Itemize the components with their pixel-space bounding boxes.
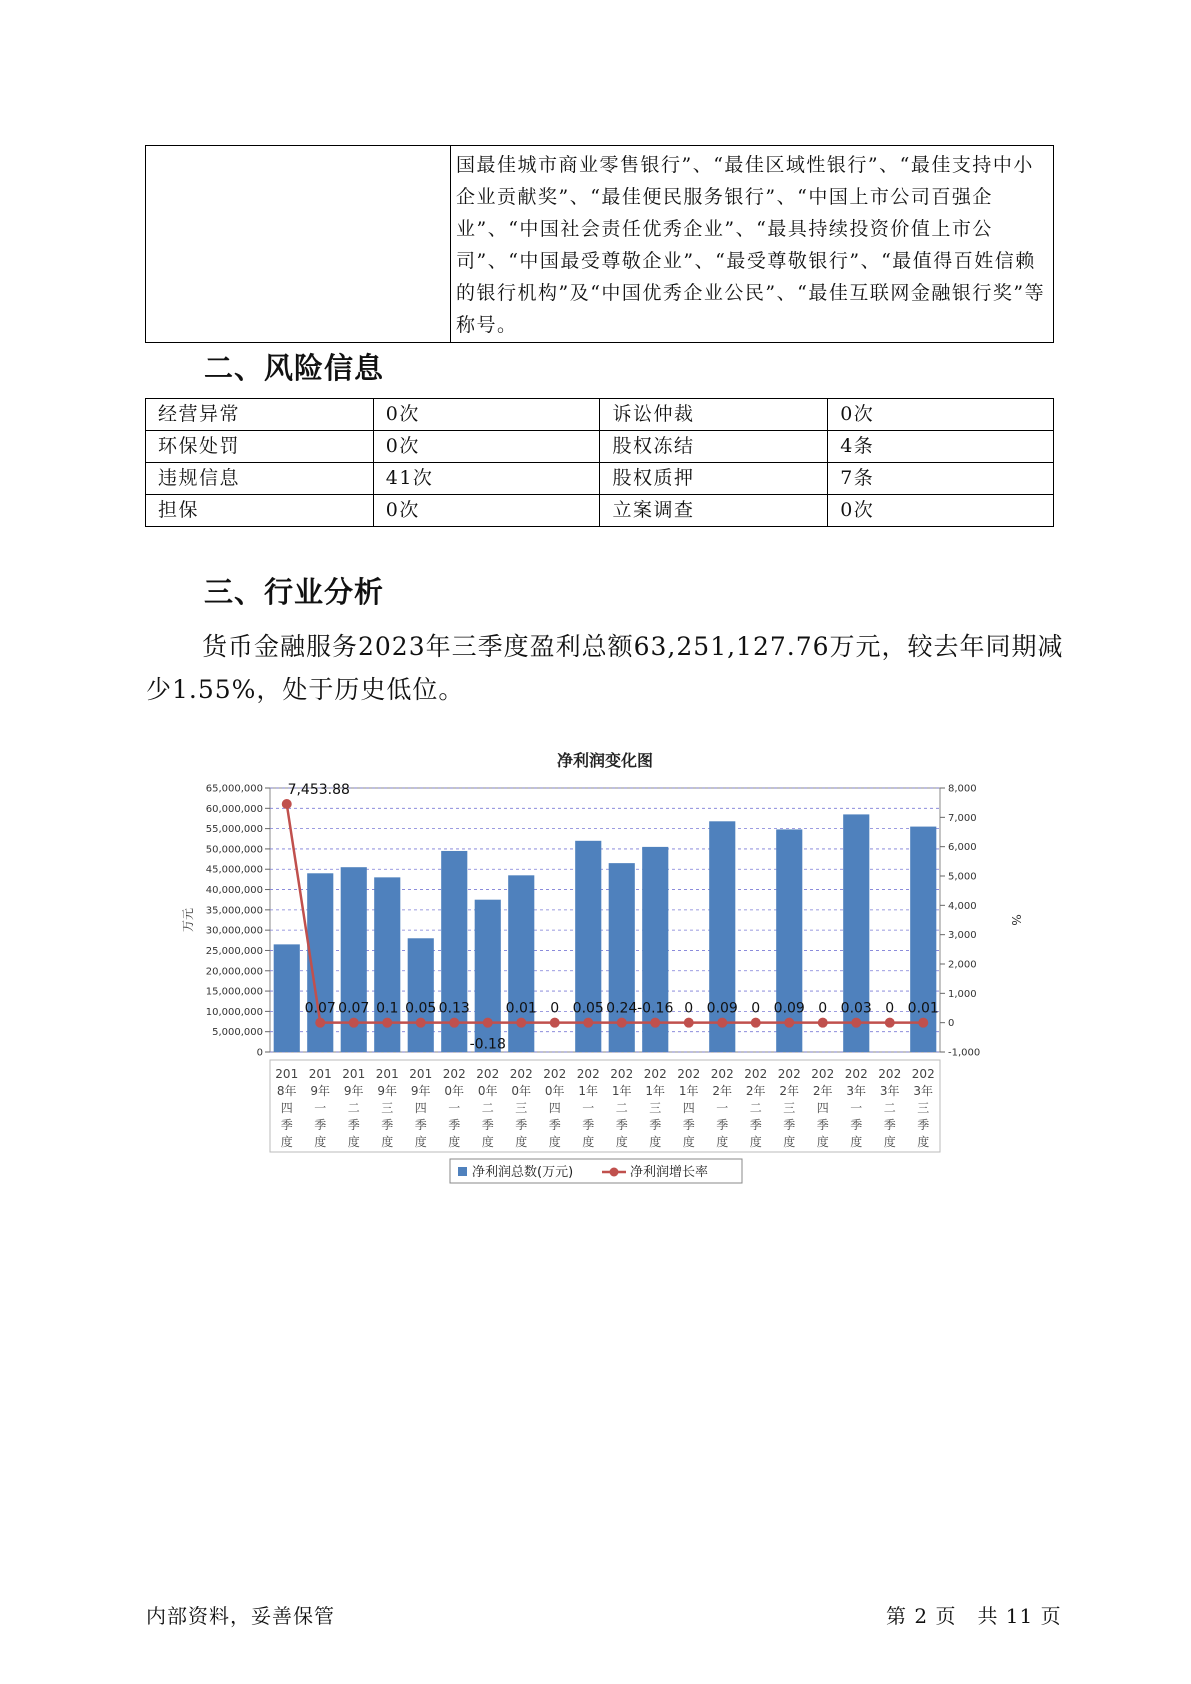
x-tick-label: 202 2年四季度 xyxy=(811,1067,835,1149)
growth-point xyxy=(382,1018,392,1028)
growth-data-label: -0.18 xyxy=(469,1036,506,1053)
y-tick-label: 15,000,000 xyxy=(205,986,263,998)
growth-point xyxy=(583,1018,593,1028)
x-tick-label: 202 1年一季度 xyxy=(576,1067,600,1149)
legend-line-marker xyxy=(610,1168,619,1177)
legend-line-label: 净利润增长率 xyxy=(630,1165,709,1180)
risk-label: 经营异常 xyxy=(146,399,374,431)
bar xyxy=(274,944,300,1052)
risk-value: 41次 xyxy=(373,463,600,495)
x-tick-label: 202 0年一季度 xyxy=(442,1067,466,1149)
x-tick-label: 201 9年三季度 xyxy=(375,1067,399,1149)
x-tick-label: 202 3年一季度 xyxy=(844,1067,868,1149)
risk-label: 担保 xyxy=(146,495,374,527)
growth-point xyxy=(918,1018,928,1028)
risk-value: 0次 xyxy=(373,495,600,527)
y-tick-label: 60,000,000 xyxy=(205,803,263,815)
y-tick-label: 5,000,000 xyxy=(212,1027,263,1039)
x-tick-label: 202 0年三季度 xyxy=(509,1067,533,1149)
growth-data-label: 0 xyxy=(550,1000,560,1017)
growth-data-label: 0.03 xyxy=(840,1000,872,1017)
x-tick-label: 202 2年一季度 xyxy=(710,1067,734,1149)
growth-point xyxy=(650,1018,660,1028)
growth-data-label: 0 xyxy=(818,1000,828,1017)
x-tick-label: 202 1年四季度 xyxy=(677,1067,701,1149)
growth-point xyxy=(617,1018,627,1028)
y2-tick-label: 4,000 xyxy=(948,900,977,912)
risk-value: 0次 xyxy=(828,495,1054,527)
x-tick-label: 202 1年二季度 xyxy=(610,1067,634,1149)
y-tick-label: 25,000,000 xyxy=(205,945,263,957)
risk-value: 0次 xyxy=(373,399,600,431)
x-tick-label: 201 9年二季度 xyxy=(342,1067,366,1149)
plot-area xyxy=(270,788,940,1052)
growth-point xyxy=(751,1018,761,1028)
bar xyxy=(709,821,735,1052)
growth-data-label: 0.09 xyxy=(706,1000,738,1017)
x-tick-label: 201 9年四季度 xyxy=(409,1067,433,1149)
growth-data-label: 0.05 xyxy=(572,1000,604,1017)
section-title-industry: 三、行业分析 xyxy=(204,575,385,609)
footer-page-number: 第 2 页 共 11 页 xyxy=(886,1604,1062,1628)
y2-tick-label: 5,000 xyxy=(948,871,977,883)
risk-value: 0次 xyxy=(373,431,600,463)
risk-label: 股权冻结 xyxy=(600,431,828,463)
growth-point xyxy=(282,799,292,809)
x-tick-label: 202 0年二季度 xyxy=(476,1067,500,1149)
growth-point xyxy=(717,1018,727,1028)
risk-row xyxy=(146,399,1054,431)
y-tick-label: 20,000,000 xyxy=(205,966,263,978)
growth-point xyxy=(516,1018,526,1028)
bar xyxy=(408,938,434,1052)
y2-tick-label: 2,000 xyxy=(948,959,977,971)
x-tick-label: 202 0年四季度 xyxy=(543,1067,567,1149)
y-axis-label: 万元 xyxy=(181,907,195,933)
growth-point xyxy=(818,1018,828,1028)
y-tick-label: 10,000,000 xyxy=(205,1006,263,1018)
y2-tick-label: 0 xyxy=(948,1018,955,1030)
growth-point xyxy=(885,1018,895,1028)
y-tick-label: 65,000,000 xyxy=(205,783,263,795)
y-tick-label: 55,000,000 xyxy=(205,824,263,836)
y-tick-label: 50,000,000 xyxy=(205,844,263,856)
y2-axis-label: % xyxy=(1009,914,1023,926)
risk-label: 立案调查 xyxy=(600,495,828,527)
risk-row xyxy=(146,495,1054,527)
x-tick-label: 202 1年三季度 xyxy=(643,1067,667,1149)
growth-data-label: -0.16 xyxy=(637,1000,674,1017)
footer-confidential: 内部资料，妥善保管 xyxy=(146,1604,335,1628)
risk-value: 7条 xyxy=(828,463,1054,495)
growth-data-label: 0.01 xyxy=(505,1000,537,1017)
y-tick-label: 40,000,000 xyxy=(205,885,263,897)
awards-table xyxy=(145,145,1054,343)
growth-data-label: 0.07 xyxy=(338,1000,370,1017)
y2-tick-label: 7,000 xyxy=(948,812,977,824)
bar xyxy=(475,900,501,1052)
risk-label: 股权质押 xyxy=(600,463,828,495)
y2-tick-label: -1,000 xyxy=(948,1047,981,1059)
legend-bar-swatch xyxy=(458,1167,467,1176)
x-tick-label: 201 9年一季度 xyxy=(308,1067,332,1149)
legend-bar-label: 净利润总数(万元) xyxy=(472,1165,574,1180)
growth-point xyxy=(483,1018,493,1028)
chart-title: 净利润变化图 xyxy=(556,751,654,770)
y2-tick-label: 6,000 xyxy=(948,842,977,854)
y-tick-label: 30,000,000 xyxy=(205,925,263,937)
y2-tick-label: 1,000 xyxy=(948,988,977,1000)
y2-tick-label: 3,000 xyxy=(948,930,977,942)
y-tick-label: 35,000,000 xyxy=(205,905,263,917)
industry-paragraph: 货币金融服务2023年三季度盈利总额63,251,127.76万元，较去年同期减少1.55%，处于历史低位。 xyxy=(146,632,1064,704)
growth-data-label: 0.13 xyxy=(438,1000,470,1017)
growth-data-label: 0.07 xyxy=(304,1000,336,1017)
x-tick-label: 202 3年二季度 xyxy=(878,1067,902,1149)
net-profit-chart xyxy=(170,740,1040,1210)
risk-row xyxy=(146,431,1054,463)
x-label-box xyxy=(270,1060,940,1152)
growth-point xyxy=(416,1018,426,1028)
y-tick-label: 45,000,000 xyxy=(205,864,263,876)
y2-tick-label: 8,000 xyxy=(948,783,977,795)
growth-data-label: 0 xyxy=(684,1000,694,1017)
x-tick-label: 202 3年三季度 xyxy=(911,1067,935,1149)
risk-label: 诉讼仲裁 xyxy=(600,399,828,431)
risk-label: 违规信息 xyxy=(146,463,374,495)
growth-point xyxy=(550,1018,560,1028)
x-tick-label: 202 2年三季度 xyxy=(777,1067,801,1149)
awards-text: 国最佳城市商业零售银行”、“最佳区域性银行”、“最佳支持中小企业贡献奖”、“最佳便民服务银行”、“中国上市公司百强企业”、“中国社会责任优秀企业”、“最具持续投资价值上市公司”、“中国最受尊敬企业”、“最受尊敬银行”、“最值得百姓信赖的银行机构”及“中国优秀企业公民”、“最佳互联网金融银行奖”等称号。 xyxy=(456,154,1046,336)
y-tick-label: 0 xyxy=(256,1047,263,1059)
risk-value: 4条 xyxy=(828,431,1054,463)
growth-data-label: 0.1 xyxy=(376,1000,399,1017)
section-title-risk: 二、风险信息 xyxy=(204,351,385,385)
x-tick-label: 202 2年二季度 xyxy=(744,1067,768,1149)
growth-data-label: 0 xyxy=(885,1000,895,1017)
awards-table-text-cell xyxy=(451,146,1054,343)
growth-data-label: 0.05 xyxy=(405,1000,437,1017)
risk-value: 0次 xyxy=(828,399,1054,431)
growth-data-label: 0.09 xyxy=(773,1000,805,1017)
growth-point xyxy=(784,1018,794,1028)
growth-point xyxy=(449,1018,459,1028)
growth-point xyxy=(684,1018,694,1028)
growth-data-label: 7,453.88 xyxy=(287,782,350,799)
growth-point xyxy=(315,1018,325,1028)
awards-table-left-cell xyxy=(146,146,451,343)
growth-data-label: 0 xyxy=(751,1000,761,1017)
growth-data-label: 0.24 xyxy=(606,1000,638,1017)
growth-point xyxy=(349,1018,359,1028)
growth-data-label: 0.01 xyxy=(907,1000,939,1017)
x-tick-label: 201 8年四季度 xyxy=(275,1067,299,1149)
risk-table xyxy=(145,398,1054,527)
risk-row xyxy=(146,463,1054,495)
risk-label: 环保处罚 xyxy=(146,431,374,463)
growth-point xyxy=(851,1018,861,1028)
